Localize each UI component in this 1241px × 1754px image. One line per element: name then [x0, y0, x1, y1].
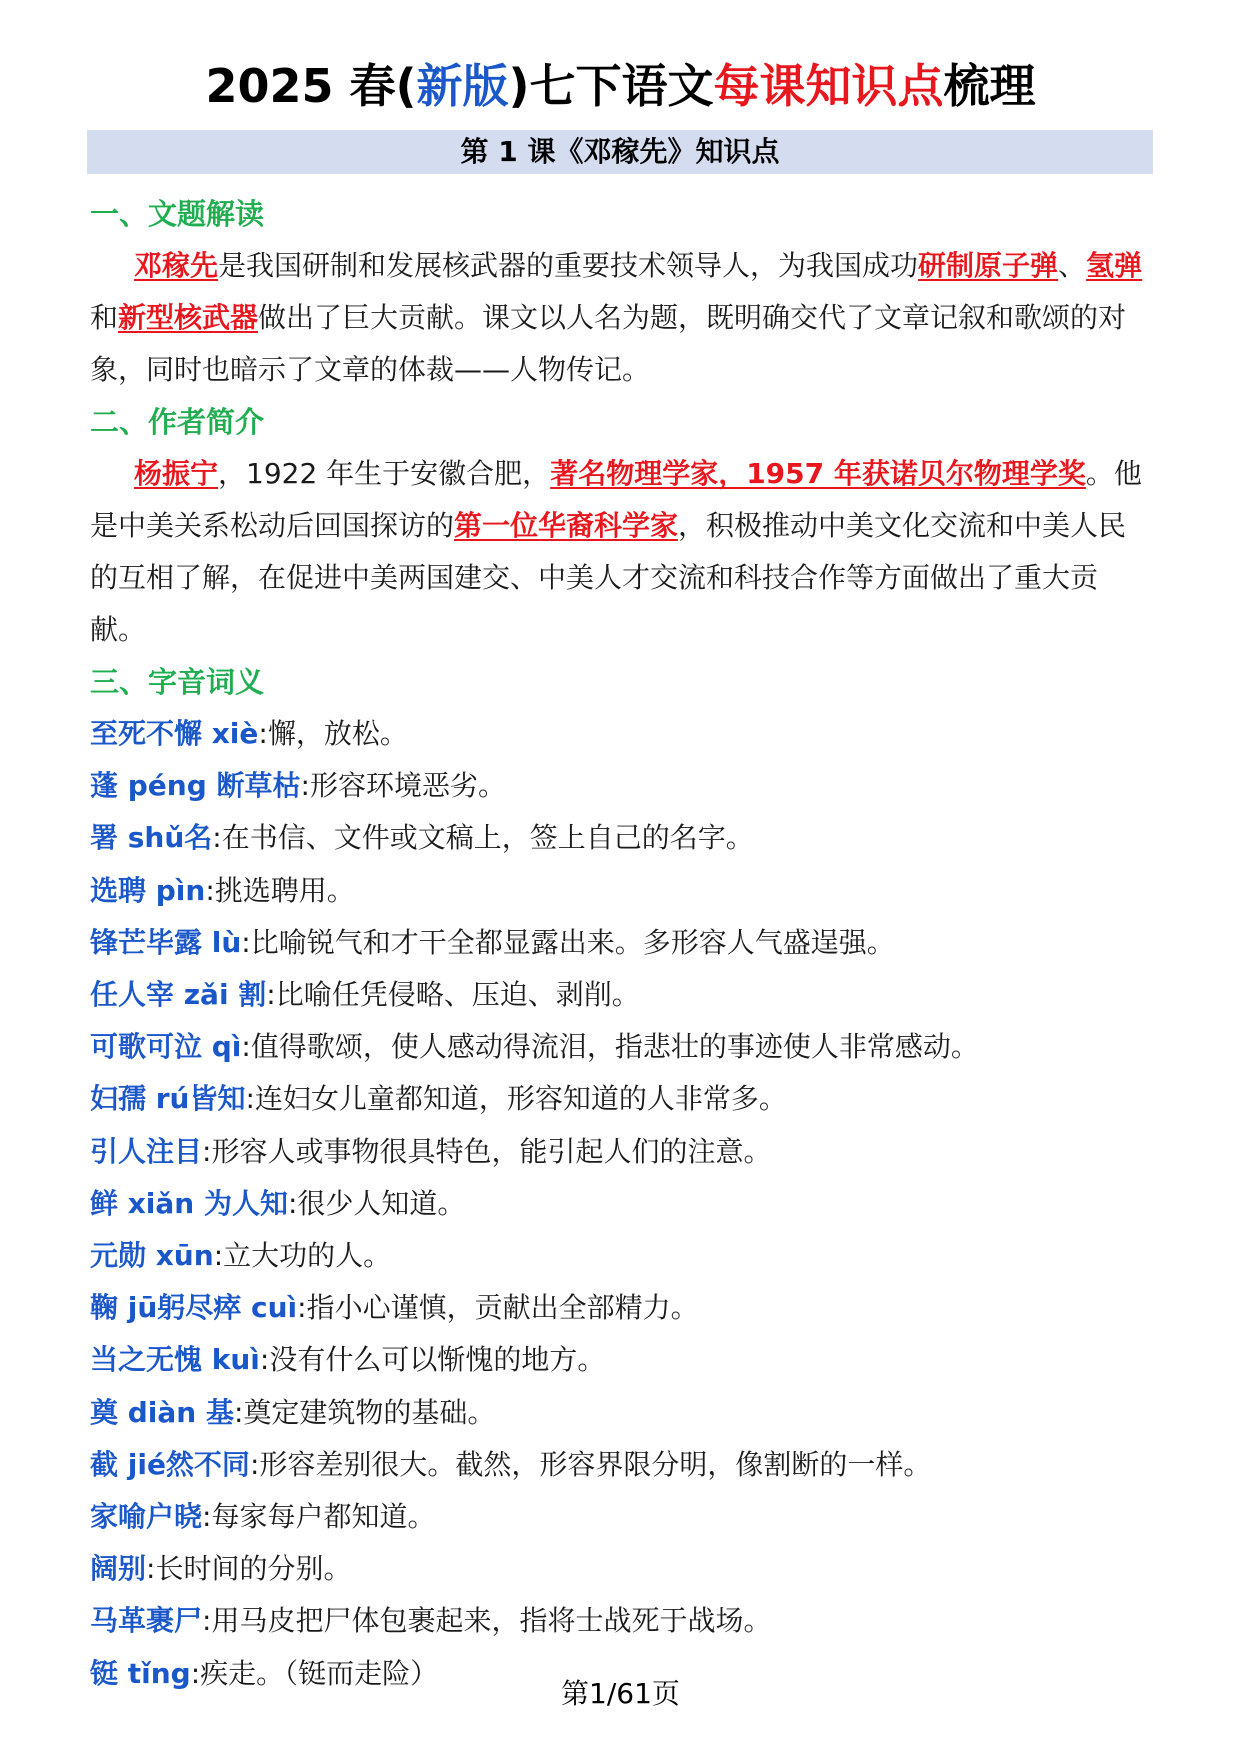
section-heading-vocabulary: 三、字音词义	[90, 665, 265, 699]
vocab-item	[90, 1439, 1150, 1491]
vocab-term: 马革裹尸	[90, 1604, 203, 1638]
section-heading-title-interpretation: 一、文题解读	[90, 197, 265, 231]
vocab-item	[90, 865, 1150, 917]
vocab-term: 锋芒毕露 lù	[90, 925, 242, 959]
highlight-text: 邓稼先	[134, 249, 219, 282]
vocab-item	[90, 708, 1150, 760]
vocab-term: 选聘 pìn	[90, 873, 206, 907]
vocab-definition: :懈，放松。	[258, 717, 408, 750]
page-title	[0, 54, 1241, 118]
vocab-term: 铤 tǐng	[90, 1656, 191, 1690]
body-text: 做出了巨大贡献。课文以人名为题，既明确交代了文章记叙和歌颂的对象，同时也暗示了文章的体裁——人物传记。	[90, 301, 1127, 386]
author-paragraph	[90, 448, 1150, 656]
vocab-term: 元勋 xūn	[90, 1239, 214, 1273]
highlight-text: 第一位华裔科学家	[454, 509, 679, 542]
vocab-definition: :形容差别很大。截然，形容界限分明，像割断的一样。	[249, 1447, 932, 1481]
vocab-item	[90, 1282, 1150, 1334]
vocab-term: 鲜 xiǎn 为人知	[90, 1186, 288, 1220]
vocab-definition: :挑选聘用。	[205, 873, 355, 907]
title-interpretation-paragraph	[90, 240, 1150, 396]
vocab-definition: :没有什么可以惭愧的地方。	[259, 1343, 606, 1377]
title-part-5: 梳理	[943, 59, 1036, 113]
title-part-3: )七下语文	[508, 59, 714, 113]
vocab-definition: :奠定建筑物的基础。	[233, 1395, 496, 1429]
vocab-item	[90, 1595, 1150, 1647]
title-part-1: 2025 春(	[205, 59, 417, 113]
vocabulary-list	[90, 708, 1150, 1700]
lesson-subtitle: 第 1 课《邓稼先》知识点	[87, 130, 1153, 174]
body-text: ，1922 年生于安徽合肥，	[218, 457, 551, 490]
vocab-definition: :长时间的分别。	[146, 1552, 352, 1586]
vocab-definition: :用马皮把尸体包裹起来，指将士战死于战场。	[202, 1604, 772, 1638]
title-part-4: 每课知识点	[713, 59, 944, 113]
highlight-text: 氢弹	[1086, 249, 1143, 282]
vocab-item	[90, 1334, 1150, 1386]
vocab-definition: :在书信、文件或文稿上，签上自己的名字。	[212, 821, 754, 855]
highlight-text: 杨振宁	[134, 457, 219, 490]
vocab-term: 引人注目	[90, 1134, 203, 1168]
vocab-item	[90, 1178, 1150, 1230]
vocab-term: 署 shǔ名	[90, 821, 213, 855]
body-text: 是我国研制和发展核武器的重要技术领导人，为我国成功	[218, 249, 919, 282]
vocab-definition: :值得歌颂，使人感动得流泪，指悲壮的事迹使人非常感动。	[241, 1030, 979, 1064]
vocab-term: 阔别	[90, 1552, 147, 1586]
highlight-text: 著名物理学家，1957 年获诺贝尔物理学奖	[550, 457, 1086, 490]
vocab-term: 可歌可泣 qì	[90, 1030, 242, 1064]
vocab-term: 家喻户晓	[90, 1500, 203, 1534]
section-heading-author: 二、作者简介	[90, 405, 265, 439]
vocab-term: 奠 diàn 基	[90, 1395, 234, 1429]
content	[90, 188, 1150, 1700]
vocab-definition: :立大功的人。	[213, 1239, 392, 1273]
vocab-item	[90, 1126, 1150, 1178]
vocab-item	[90, 1387, 1150, 1439]
vocab-term: 妇孺 rú皆知	[90, 1082, 246, 1116]
vocab-definition: :形容人或事物很具特色，能引起人们的注意。	[202, 1134, 772, 1168]
body-text: 和	[90, 301, 119, 334]
vocab-item	[90, 1073, 1150, 1125]
vocab-term: 当之无愧 kuì	[90, 1343, 260, 1377]
vocab-item	[90, 917, 1150, 969]
vocab-item	[90, 969, 1150, 1021]
highlight-text: 新型核武器	[118, 301, 259, 334]
vocab-item	[90, 1230, 1150, 1282]
vocab-definition: :指小心谨慎，贡献出全部精力。	[297, 1291, 699, 1325]
vocab-definition: :连妇女儿童都知道，形容知道的人非常多。	[245, 1082, 787, 1116]
vocab-definition: :疾走。（铤而走险）	[190, 1656, 439, 1690]
vocab-item	[90, 812, 1150, 864]
vocab-item	[90, 760, 1150, 812]
vocab-definition: :很少人知道。	[287, 1186, 466, 1220]
vocab-definition: :每家每户都知道。	[202, 1500, 436, 1534]
vocab-definition: :形容环境恶劣。	[300, 769, 506, 803]
vocab-item	[90, 1491, 1150, 1543]
body-text: ，积极推动中美文化交流和中美人民的互相了解，在促进中美两国建交、中美人才交流和科技合作等方面做出了重大贡献。	[90, 509, 1127, 646]
body-text: 。他是中美关系松动后回国探访的	[90, 457, 1142, 542]
vocab-item	[90, 1021, 1150, 1073]
vocab-term: 截 jié然不同	[90, 1447, 250, 1481]
vocab-item	[90, 1543, 1150, 1595]
title-part-2: 新版	[416, 59, 509, 113]
body-text: 、	[1058, 249, 1087, 282]
vocab-term: 蓬 péng 断草枯	[90, 769, 301, 803]
vocab-definition: :比喻锐气和才干全都显露出来。多形容人气盛逞强。	[241, 925, 895, 959]
vocab-term: 任人宰 zǎi 割	[90, 978, 267, 1012]
vocab-definition: :比喻任凭侵略、压迫、剥削。	[266, 978, 640, 1012]
page-number: 第1/61页	[561, 1677, 680, 1710]
vocab-term: 鞠 jū躬尽瘁 cuì	[90, 1291, 298, 1325]
highlight-text: 研制原子弹	[918, 249, 1059, 282]
vocab-term: 至死不懈 xiè	[90, 717, 259, 750]
